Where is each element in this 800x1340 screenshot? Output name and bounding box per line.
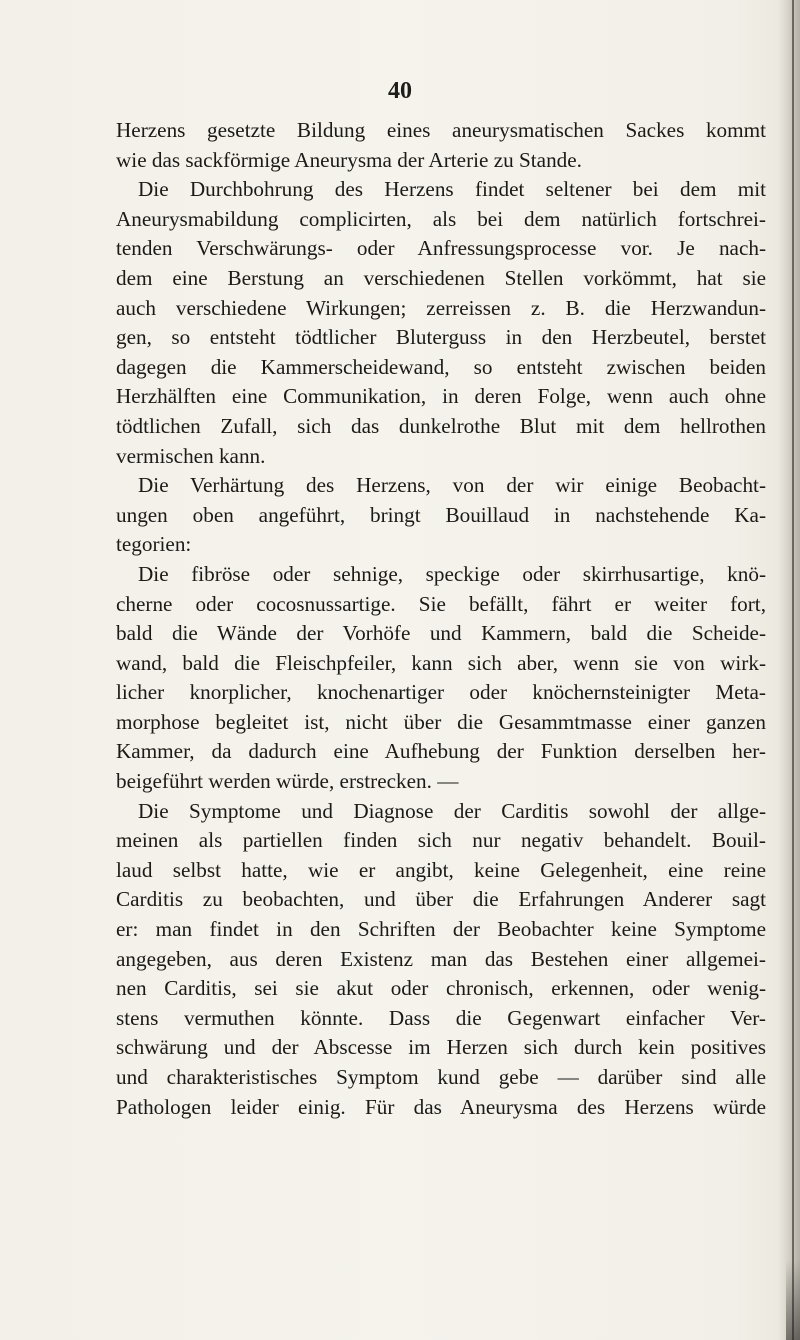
text-line: licher knorplicher, knochenartiger oder knöchernsteinigter Meta-	[116, 680, 766, 705]
text-line: wand, bald die Fleischpfeiler, kann sich aber, wenn sie von wirk-	[116, 650, 766, 675]
text-line: wie das sackförmige Aneurysma der Arterie zu Stande.	[116, 147, 582, 172]
text-line: ungen oben angeführt, bringt Bouillaud in nachstehende Ka-	[116, 502, 766, 527]
text-line: Herzhälften eine Communikation, in deren Folge, wenn auch ohne	[116, 384, 766, 409]
text-line: laud selbst hatte, wie er angibt, keine Gelegenheit, eine reine	[116, 857, 766, 882]
text-line: meinen als partiellen finden sich nur negativ behandelt. Bouil-	[116, 828, 766, 853]
text-line: vermischen kann.	[116, 443, 266, 468]
text-line: er: man findet in den Schriften der Beobachter keine Symptome	[116, 917, 766, 942]
text-line: Pathologen leider einig. Für das Aneurysma des Herzens würde	[116, 1094, 766, 1119]
page-edge-line	[792, 0, 794, 1340]
page-edge-blot	[786, 1260, 800, 1340]
text-line: dem eine Berstung an verschiedenen Stellen vorkömmt, hat sie	[116, 265, 766, 290]
text-line: beigeführt werden würde, erstrecken. —	[116, 769, 459, 794]
text-line: Herzens gesetzte Bildung eines aneurysmatischen Sackes kommt	[116, 118, 766, 142]
text-line: Aneurysmabildung complicirten, als bei dem natürlich fortschrei-	[116, 206, 766, 231]
text-line: morphose begleitet ist, nicht über die Gesammtmasse einer ganzen	[116, 709, 766, 734]
text-line: angegeben, aus deren Existenz man das Bestehen einer allgemei-	[116, 946, 766, 971]
text-line: und charakteristisches Symptom kund gebe — darüber sind alle	[116, 1065, 766, 1089]
text-line: tödtlichen Zufall, sich das dunkelrothe Blut mit dem hellrothen	[116, 413, 766, 438]
text-line: Carditis zu beobachten, und über die Erfahrungen Anderer sagt	[116, 887, 766, 912]
text-line: auch verschiedene Wirkungen; zerreissen z. B. die Herzwandun-	[116, 295, 766, 320]
text-line: Die Verhärtung des Herzens, von der wir einige Beobacht-	[138, 473, 766, 498]
text-line: bald die Wände der Vorhöfe und Kammern, bald die Scheide-	[116, 621, 766, 646]
page-number: 40	[388, 78, 412, 104]
text-line: schwärung und der Abscesse im Herzen sich durch kein positives	[116, 1035, 766, 1060]
body-text	[116, 116, 766, 1122]
text-line: tenden Verschwärungs- oder Anfressungsprocesse vor. Je nach-	[116, 236, 766, 261]
text-line: gen, so entsteht tödtlicher Bluterguss in den Herzbeutel, berstet	[116, 325, 766, 350]
text-line: Die Durchbohrung des Herzens findet seltener bei dem mit	[138, 177, 766, 202]
text-line: dagegen die Kammerscheidewand, so entsteht zwischen beiden	[116, 354, 766, 379]
text-line: Kammer, da dadurch eine Aufhebung der Funktion derselben her-	[116, 739, 766, 764]
text-line: nen Carditis, sei sie akut oder chronisch, erkennen, oder wenig-	[116, 976, 766, 1001]
text-line: Die fibröse oder sehnige, speckige oder skirrhusartige, knö-	[138, 561, 766, 586]
text-line: tegorien:	[116, 532, 192, 557]
text-line: cherne oder cocosnussartige. Sie befällt, fährt er weiter fort,	[116, 591, 766, 616]
text-line: stens vermuthen könnte. Dass die Gegenwart einfacher Ver-	[116, 1005, 766, 1030]
text-line: Die Symptome und Diagnose der Carditis sowohl der allge-	[138, 798, 766, 823]
page-edge-shadow	[778, 0, 800, 1340]
